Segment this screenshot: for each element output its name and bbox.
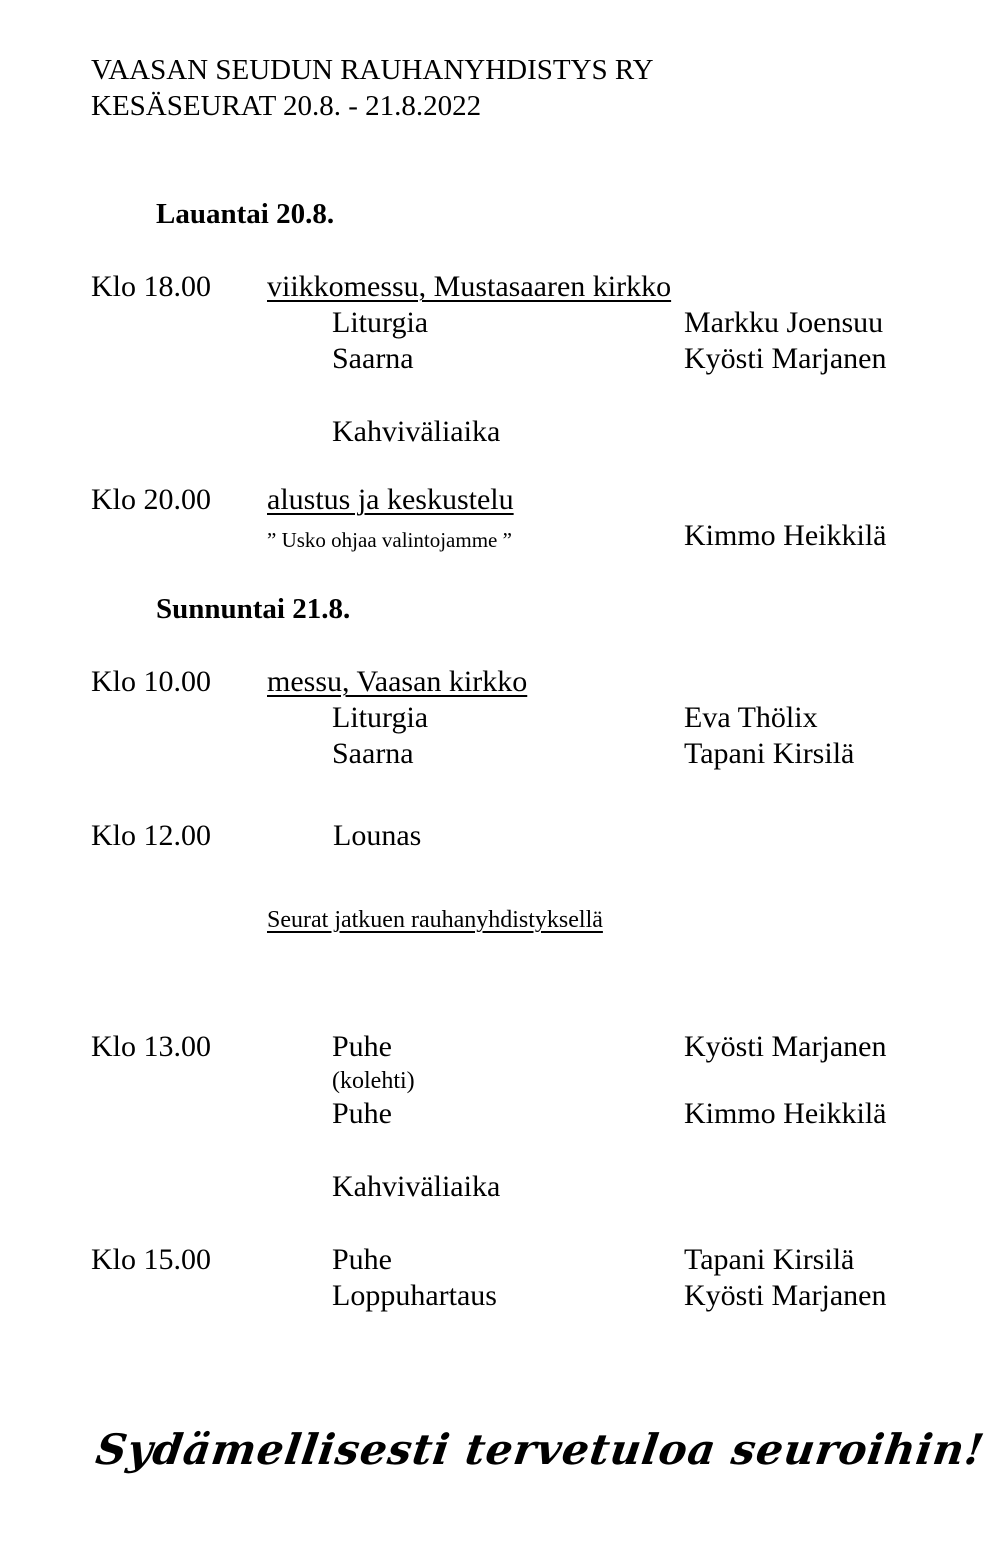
person-name: Markku Joensuu — [684, 306, 884, 339]
person-name: Kyösti Marjanen — [684, 342, 887, 375]
time-label: Klo 13.00 — [91, 1030, 211, 1063]
person-name: Tapani Kirsilä — [684, 1243, 855, 1276]
event-title-discussion: alustus ja keskustelu — [267, 483, 514, 516]
person-name: Kimmo Heikkilä — [684, 1097, 887, 1130]
saturday-heading: Lauantai 20.8. — [156, 198, 335, 230]
role-label: Loppuhartaus — [332, 1279, 497, 1312]
role-label: Liturgia — [332, 701, 429, 734]
collection-note: (kolehti) — [332, 1068, 415, 1094]
time-label: Klo 12.00 — [91, 819, 211, 852]
sunday-heading: Sunnuntai 21.8. — [156, 593, 351, 625]
event-title-mass: messu, Vaasan kirkko — [267, 665, 528, 698]
discussion-topic: ” Usko ohjaa valintojamme ” — [267, 528, 512, 552]
continue-note: Seurat jatkuen rauhanyhdistyksellä — [267, 907, 603, 933]
person-name: Kyösti Marjanen — [684, 1279, 887, 1312]
time-label: Klo 10.00 — [91, 665, 211, 698]
role-label: Liturgia — [332, 306, 429, 339]
person-name: Eva Thölix — [684, 701, 818, 734]
organization-name: VAASAN SEUDUN RAUHANYHDISTYS RY — [91, 54, 654, 86]
coffee-break: Kahviväliaika — [332, 1170, 501, 1203]
welcome-message: Sydämellisesti tervetuloa seuroihin! — [93, 1425, 988, 1474]
time-label: Klo 15.00 — [91, 1243, 211, 1276]
lunch-label: Lounas — [333, 819, 422, 852]
role-label: Saarna — [332, 342, 414, 375]
coffee-break: Kahviväliaika — [332, 415, 501, 448]
role-label: Puhe — [332, 1243, 392, 1276]
event-title: KESÄSEURAT 20.8. - 21.8.2022 — [91, 90, 482, 122]
person-name: Tapani Kirsilä — [684, 737, 855, 770]
role-label: Puhe — [332, 1030, 392, 1063]
role-label: Saarna — [332, 737, 414, 770]
role-label: Puhe — [332, 1097, 392, 1130]
time-label: Klo 18.00 — [91, 270, 211, 303]
time-label: Klo 20.00 — [91, 483, 211, 516]
event-title-weekly-mass: viikkomessu, Mustasaaren kirkko — [267, 270, 672, 303]
person-name: Kyösti Marjanen — [684, 1030, 887, 1063]
person-name: Kimmo Heikkilä — [684, 519, 887, 552]
